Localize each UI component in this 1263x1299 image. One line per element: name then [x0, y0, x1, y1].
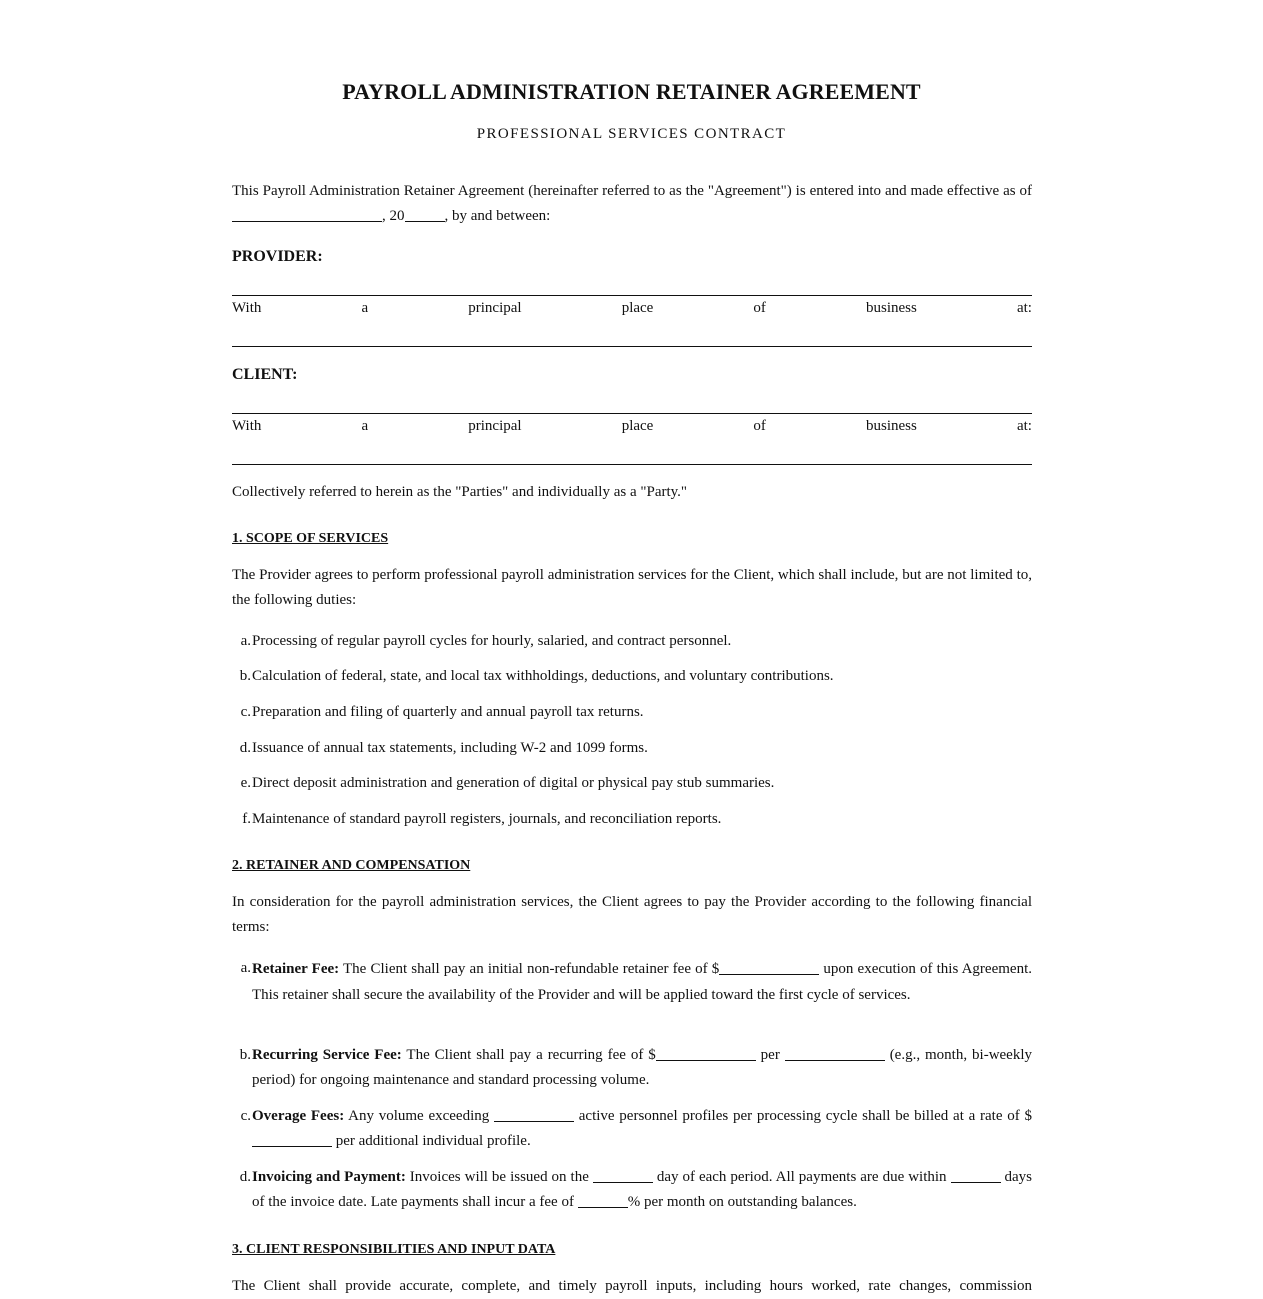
list-text: [252, 1104, 1032, 1154]
section-3-intro: The Client shall provide accurate, complete, and timely payroll inputs, including hours worked, rate changes, commission: [232, 1278, 1032, 1294]
recurring-period-blank[interactable]: [785, 1046, 885, 1061]
term-text: % per month on outstanding balances.: [627, 1194, 857, 1210]
intro-text-1: This Payroll Administration Retainer Agreement (hereinafter referred to as the "Agreement") is entered into and made effective as of: [232, 183, 1032, 199]
document-subtitle: PROFESSIONAL SERVICES CONTRACT: [476, 126, 787, 142]
section-3-heading: 3. CLIENT RESPONSIBILITIES AND INPUT DATA: [232, 1242, 556, 1257]
list-marker: d.: [239, 1169, 251, 1185]
term-text: day of each period. All payments are due within: [652, 1169, 951, 1185]
list-text: [252, 1165, 1032, 1215]
provider-word: principal: [468, 300, 522, 316]
term-text: The Client shall pay an initial non-refundable retainer fee of $: [339, 961, 720, 977]
client-word: principal: [468, 418, 522, 434]
provider-word: of: [753, 300, 766, 316]
provider-word: a: [361, 300, 369, 316]
late-fee-percent-blank[interactable]: [578, 1193, 628, 1208]
provider-business-line: [232, 300, 1032, 317]
list-text: [252, 1043, 1032, 1093]
list-marker: b.: [239, 668, 251, 684]
client-word: place: [621, 418, 654, 434]
list-item: [232, 629, 1032, 654]
list-marker: f.: [242, 811, 251, 827]
list-text: [252, 956, 1032, 1008]
term-text: Any volume exceeding: [344, 1108, 494, 1124]
list-text: Calculation of federal, state, and local tax withholdings, deductions, and voluntary contributions.: [252, 668, 834, 684]
collective-paragraph: Collectively referred to herein as the "Parties" and individually as a "Party.": [232, 484, 688, 500]
term-text: days of the invoice date. Late payments shall incur a fee of: [252, 1169, 1033, 1210]
effective-date-blank[interactable]: [232, 207, 382, 222]
provider-label: PROVIDER:: [232, 248, 323, 265]
list-text: Preparation and filing of quarterly and annual payroll tax returns.: [252, 704, 644, 720]
intro-text-2: , 20: [382, 208, 405, 224]
client-word: With: [232, 418, 262, 434]
term-label: Recurring Service Fee:: [252, 1047, 402, 1063]
list-marker: a.: [240, 633, 251, 649]
section-2-heading: 2. RETAINER AND COMPENSATION: [232, 858, 471, 873]
list-marker: d.: [239, 740, 251, 756]
client-address-line[interactable]: [232, 464, 1032, 465]
provider-name-line[interactable]: [232, 295, 1032, 296]
provider-word: business: [866, 300, 917, 316]
term-text: Invoices will be issued on the: [405, 1169, 593, 1185]
list-text: Maintenance of standard payroll registers, journals, and reconciliation reports.: [252, 811, 722, 827]
term-text: per additional individual profile.: [332, 1133, 531, 1149]
list-marker: b.: [239, 1047, 251, 1063]
retainer-fee-item: [232, 956, 1032, 1008]
term-label: Invoicing and Payment:: [252, 1169, 406, 1185]
provider-word: at:: [1016, 300, 1032, 316]
client-word: of: [753, 418, 766, 434]
term-text: The Client shall pay a recurring fee of $: [401, 1047, 656, 1063]
overage-fee-item: [232, 1104, 1032, 1154]
list-marker: c.: [240, 704, 251, 720]
list-item: [232, 807, 1032, 832]
overage-rate-blank[interactable]: [252, 1132, 332, 1147]
list-marker: a.: [240, 960, 251, 976]
recurring-fee-item: [232, 1043, 1032, 1093]
client-label: CLIENT:: [232, 366, 298, 383]
intro-paragraph: [232, 179, 1032, 229]
client-word: business: [866, 418, 917, 434]
invoicing-item: [232, 1165, 1032, 1215]
client-name-line[interactable]: [232, 413, 1032, 414]
recurring-amount-blank[interactable]: [656, 1046, 756, 1061]
term-label: Retainer Fee:: [252, 961, 340, 977]
client-business-line: [232, 418, 1032, 435]
section-1-intro: The Provider agrees to perform professional payroll administration services for the Client, which shall include, but are not limited to, the following duties:: [232, 567, 1032, 608]
term-label: Overage Fees:: [252, 1108, 345, 1124]
list-marker: e.: [240, 775, 251, 791]
invoice-day-blank[interactable]: [593, 1168, 653, 1183]
list-text: Processing of regular payroll cycles for hourly, salaried, and contract personnel.: [252, 633, 732, 649]
term-text: (e.g., month, bi-weekly period) for ongoing maintenance and standard processing volume.: [252, 1047, 1033, 1088]
year-blank[interactable]: [405, 207, 445, 222]
section-2-intro: In consideration for the payroll administration services, the Client agrees to pay the Provider according to the following financial terms:: [232, 894, 1032, 935]
document-title: PAYROLL ADMINISTRATION RETAINER AGREEMENT: [342, 79, 921, 104]
provider-word: place: [621, 300, 654, 316]
list-item: [232, 771, 1032, 796]
term-text: per: [755, 1047, 785, 1063]
list-item: [232, 664, 1032, 689]
list-text: Issuance of annual tax statements, including W-2 and 1099 forms.: [252, 740, 648, 756]
provider-word: With: [232, 300, 262, 316]
payment-days-blank[interactable]: [951, 1168, 1001, 1183]
term-text: active personnel profiles per processing cycle shall be billed at a rate of $: [574, 1108, 1032, 1124]
list-item: [232, 736, 1032, 761]
list-item: [232, 700, 1032, 725]
list-text: Direct deposit administration and generation of digital or physical pay stub summaries.: [252, 775, 775, 791]
intro-text-3: , by and between:: [444, 208, 551, 224]
retainer-amount-blank[interactable]: [719, 960, 819, 975]
term-text: upon execution of this Agreement. This retainer shall secure the availability of the Provider and will be applied toward the first cycle of services.: [252, 961, 1032, 1003]
list-marker: c.: [240, 1108, 251, 1124]
section-1-heading: 1. SCOPE OF SERVICES: [232, 531, 389, 546]
provider-address-line[interactable]: [232, 346, 1032, 347]
overage-threshold-blank[interactable]: [494, 1107, 574, 1122]
client-word: at:: [1016, 418, 1032, 434]
client-word: a: [361, 418, 369, 434]
